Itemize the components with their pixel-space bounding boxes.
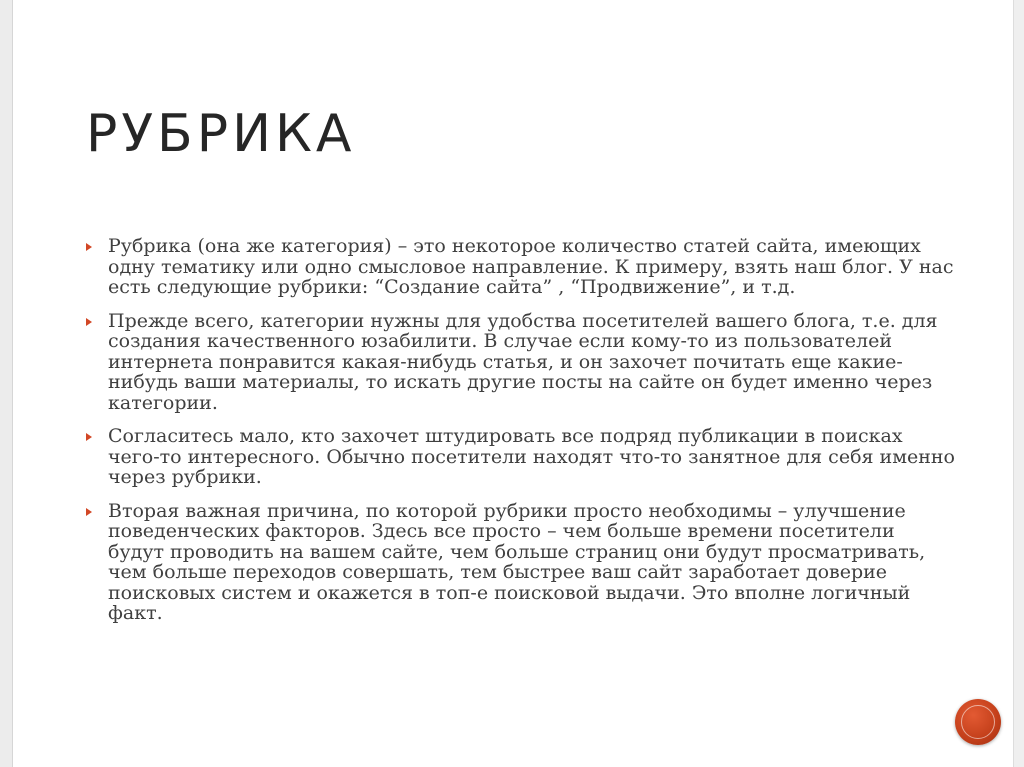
bullet-text: Прежде всего, категории нужны для удобства посетителей вашего блога, т.е. для создания качественного юзабилити. В случае если кому-то из пользователей интернета понравится какая-нибудь статья, и он захочет почитать еще какие-нибудь ваши материалы, то искать другие посты на сайте он будет именно через категории. xyxy=(108,309,938,414)
bullet-text: Рубрика (она же категория) – это некоторое количество статей сайта, имеющих одну тематику или одно смысловое направление. К примеру, взять наш блог. У нас есть следующие рубрики: “Создание сайта” , “Продвижение”, и т.д. xyxy=(108,235,954,298)
bullet-text: Согласитесь мало, кто захочет штудировать все подряд публикации в поисках чего-то интересного. Обычно посетители находят что-то занятное для себя именно через рубрики. xyxy=(108,425,955,488)
bullet-item xyxy=(86,236,956,298)
bullet-list xyxy=(86,236,956,637)
triangle-bullet-icon xyxy=(86,243,92,251)
triangle-bullet-icon xyxy=(86,433,92,441)
triangle-bullet-icon xyxy=(86,508,92,516)
bullet-item xyxy=(86,426,956,488)
bullet-text: Вторая важная причина, по которой рубрики просто необходимы – улучшение поведенческих факторов. Здесь все просто – чем больше времени посетители будут проводить на вашем сайте, чем больше страниц они будут просматривать, чем больше переходов совершать, тем быстрее ваш сайт заработает доверие поисковых систем и окажется в топ-е поисковой выдачи. Это вполне логичный факт. xyxy=(108,499,926,624)
bullet-item xyxy=(86,311,956,414)
bullet-item xyxy=(86,501,956,624)
circle-nav-button-icon xyxy=(961,705,995,739)
slide-title: РУБРИКА xyxy=(86,104,356,164)
triangle-bullet-icon xyxy=(86,318,92,326)
slide-left-edge xyxy=(0,0,13,767)
slide-right-edge xyxy=(1013,0,1024,767)
next-slide-button[interactable] xyxy=(955,699,1001,745)
